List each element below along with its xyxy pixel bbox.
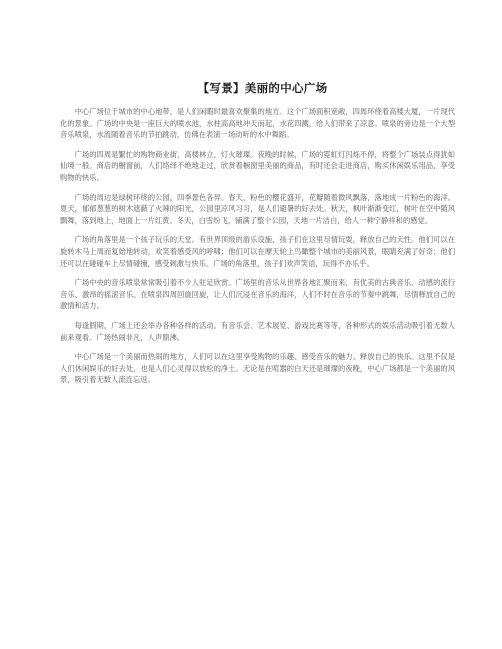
document-title: 【写景】美丽的中心广场 — [197, 81, 328, 95]
paragraph-5: 广场中央的音乐喷泉常常吸引着不少人驻足欣赏。广场里的音乐从世界各地汇聚而来，有优美的古典音乐、动感的流行音乐、激昂的摇滚音乐。在喷泉四周回旋回旋，让人们沉浸在音乐的海洋，人们不时在音乐的节奏中跳舞，尽情释放自己的激情和活力。 — [60, 278, 455, 311]
paragraph-4: 广场的角落里是一个孩子玩乐的天堂。有世界顶级的游乐设施，孩子们在这里尽情玩耍，释放自己的天性。他们可以在旋转木马上周而复始地转动，欢笑着感受风的呼啸；他们可以在摩天轮上鸟瞰整个城市的美丽风景，眼睛充满了好奇；他们还可以在碰碰车上尽情碰撞，感受刺激与快乐。广场的角落里，孩子们欢声笑语，玩得不亦乐乎。 — [60, 235, 455, 268]
paragraph-1: 中心广场位于城市的中心地带，是人们闲暇时最喜欢聚集的地方。这个广场面积宽敞，四周环绕着高楼大厦，一片现代化的景象。广场的中央是一座巨大的喷水池，水柱高高地冲天而起，水花四溅，给人们带来了凉意。喷泉的旁边是一个大型音乐喷泉，水流随着音乐的节拍跳动，仿佛在表演一场动听的水中舞蹈。 — [60, 107, 455, 140]
paragraph-3: 广场的周边是绿树环绕的公园，四季景色各异。春天，粉色的樱花盛开，花瓣随着微风飘落，落地成一片粉色的海洋。夏天，郁郁葱葱的树木遮蔽了火辣的阳光，公园里凉风习习，是人们避暑的好去处。秋天，枫叶渐渐变红，树叶在空中随风飘舞，落到地上，地面上一片红黄。冬天，白雪纷飞，铺满了整个公园，天地一片洁白，给人一种宁静祥和的感觉。 — [60, 192, 455, 225]
paragraph-6: 每逢假期，广场上还会举办各种各样的活动。有音乐会、艺术展览、游戏比赛等等，各种形式的娱乐活动吸引着无数人前来观看。广场热闹非凡，人声鼎沸。 — [60, 320, 455, 342]
paragraph-7: 中心广场是一个美丽而热闹的地方，人们可以在这里享受购物的乐趣、感受音乐的魅力、释放自己的快乐。这里不仅是人们休闲娱乐的好去处，也是人们心灵得以放松的净土。无论是在喧嚣的白天还是璀璨的夜晚，中心广场都是一个美丽的风景，吸引着无数人流连忘返。 — [60, 352, 455, 385]
paragraph-2: 广场的四周是繁忙的购物商业街，高楼林立，灯火璀璨。夜晚的时候，广场的霓虹灯闪烁不停，将整个广场装点得犹如仙境一般。商店的橱窗前，人们络绎不绝地走过，欣赏着橱窗里美丽的商品，有时还会走进商店，购买休闲娱乐用品，享受购物的快乐。 — [60, 149, 455, 182]
